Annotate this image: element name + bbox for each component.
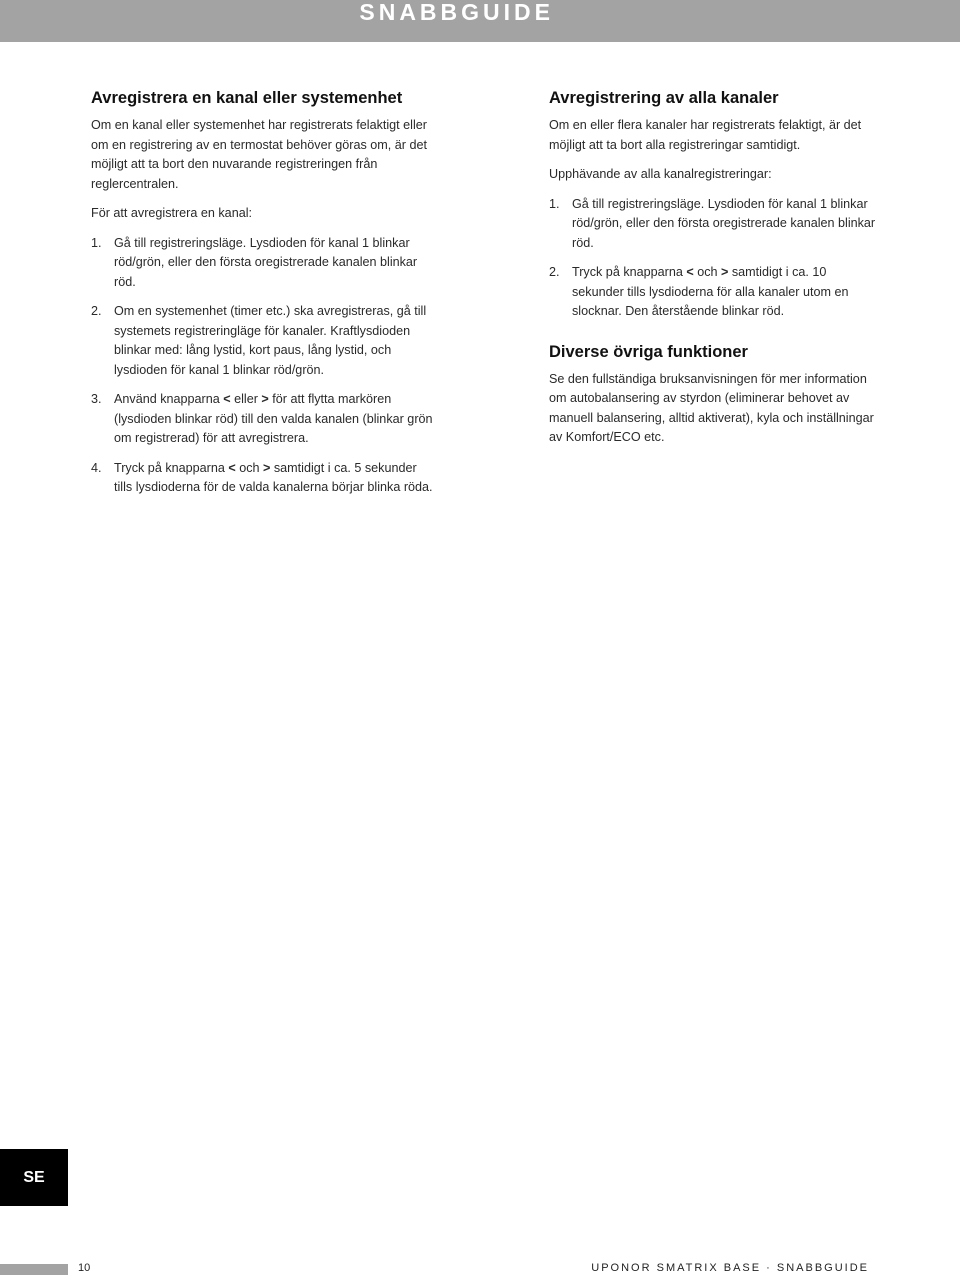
right-key-symbol: > <box>721 265 729 279</box>
step-text-part: samtidigt i ca. 5 sekunder tills lysdioderna för de valda kanalerna börjar blinka röda. <box>114 460 433 494</box>
step-text: Om en systemenhet (timer etc.) ska avregistreras, gå till systemets registreringläge för kanaler. Kraftlysdioden blinkar med: lång lystid, kort paus, lång lystid, och lysdioden för kanal 1 blinkar röd/grön. <box>114 304 427 377</box>
list-item <box>91 390 436 449</box>
step-number: 4. <box>91 460 102 475</box>
step-text-part: samtidigt i ca. 10 sekunder tills lysdioderna för alla kanaler utom en slocknar. Den återstående blinkar röd. <box>572 265 849 318</box>
intro-paragraph: Om en eller flera kanaler har registrerats felaktigt, är det möjligt att ta bort alla registreringar samtidigt. <box>549 118 862 152</box>
right-key-symbol: > <box>261 392 269 406</box>
right-key-symbol: > <box>263 460 271 475</box>
left-key-symbol: < <box>223 392 231 406</box>
section-heading-deregister-all: Avregistrering av alla kanaler <box>549 89 779 107</box>
list-item <box>91 302 436 380</box>
header-title: SNABBGUIDE <box>359 0 554 25</box>
list-item <box>91 459 436 498</box>
step-number: 2. <box>549 265 560 279</box>
step-text: Gå till registreringsläge. Lysdioden för kanal 1 blinkar röd/grön, eller den första oregistrerade kanalen blinkar röd. <box>572 196 876 250</box>
list-item <box>91 234 436 293</box>
section-heading-deregister-channel: Avregistrera en kanal eller systemenhet <box>91 89 403 107</box>
steps-list <box>549 195 879 322</box>
right-column <box>549 86 879 458</box>
step-text-part: och <box>235 460 264 475</box>
body-paragraph: Se den fullständiga bruksanvisningen för mer information om autobalansering av styrdon (eliminerar behovet av manuell balansering, alltid aktiverat), kyla och inställningar av Komfort/ECO etc. <box>549 371 874 444</box>
step-text-part: Använd knapparna <box>114 392 224 406</box>
step-number: 2. <box>91 304 102 318</box>
left-key-symbol: < <box>686 265 694 279</box>
step-text-part: eller <box>230 392 262 406</box>
step-text-part: för att flytta markören (lysdioden blinkar röd) till den valda kanalen (blinkar grön om registrerad) för att avregistrera. <box>114 392 433 445</box>
left-key-symbol: < <box>228 460 236 475</box>
left-column <box>91 86 436 508</box>
footer-bar <box>0 1264 68 1275</box>
step-text-part: Tryck på knapparna <box>114 460 229 475</box>
footer-title: UPONOR SMATRIX BASE · SNABBGUIDE <box>591 1262 869 1274</box>
lead-paragraph: För att avregistrera en kanal: <box>91 206 252 220</box>
steps-list <box>91 234 436 498</box>
step-text-part: och <box>693 265 722 279</box>
section-heading-misc: Diverse övriga funktioner <box>549 342 748 361</box>
step-number: 3. <box>91 392 102 406</box>
list-item <box>549 195 879 254</box>
lead-paragraph: Upphävande av alla kanalregistreringar: <box>549 167 772 181</box>
page-number: 10 <box>78 1262 91 1274</box>
step-text: Gå till registreringsläge. Lysdioden för kanal 1 blinkar röd/grön, eller den första oregistrerade kanalen blinkar röd. <box>114 235 418 289</box>
language-tab: SE <box>0 1149 68 1206</box>
header-bar <box>0 0 960 42</box>
step-number: 1. <box>91 235 102 250</box>
intro-paragraph: Om en kanal eller systemenhet har registrerats felaktigt eller om en registrering av en termostat behöver göras om, är det möjligt att ta bort den nuvarande registreringen från reglercentralen. <box>91 118 427 191</box>
step-number: 1. <box>549 196 560 211</box>
step-text-part: Tryck på knapparna <box>572 265 687 279</box>
list-item <box>549 263 879 322</box>
